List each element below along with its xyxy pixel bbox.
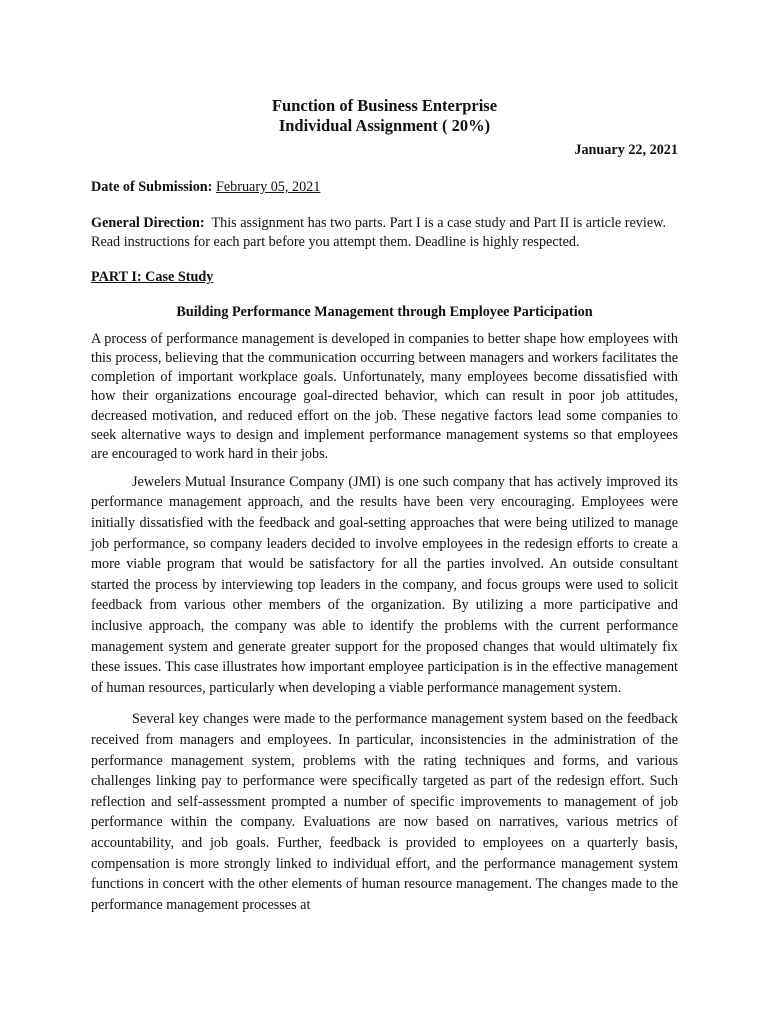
- direction-text: This assignment has two parts. Part I is a case study and Part II is article review. Read instructions for each part before you attempt them. Deadline is highly respected.: [91, 215, 666, 250]
- part-heading: PART I: Case Study: [91, 269, 214, 286]
- case-paragraph-3: Several key changes were made to the performance management system based on the feedback received from managers and employees. In particular, inconsistencies in the administration of the performance management system, problems with the rating techniques and forms, and various challenges linking pay to performance were specifically targeted as part of the redesign effort. Such reflection and self-assessment prompted a number of specific improvements to management of job performance within the company. Evaluations are now based on narratives, various metrics of accountability, and job goals. Further, feedback is provided to employees on a quarterly basis, compensation is more strongly linked to individual effort, and the performance management system functions in concert with the other elements of human resource management. The changes made to the performance management processes at: [91, 711, 678, 913]
- case-paragraph-2: Jewelers Mutual Insurance Company (JMI) is one such company that has actively improved its performance management approach, and the results have been very encouraging. Employees were initially dissatisfied with the feedback and goal-setting approaches that were being utilized to manage job performance, so company leaders decided to involve employees in the redesign efforts to create a more viable program that would be satisfactory for all the parties involved. An outside consultant started the process by interviewing top leaders in the company, and focus groups were used to solicit feedback from various other members of the organization. By utilizing a more participative and inclusive approach, the company was able to identify the problems with the current performance management system and generate greater support for the proposed changes that would ultimately fix these issues. This case illustrates how important employee participation is in the effective management of human resources, particularly when developing a viable performance management system.: [91, 473, 678, 696]
- case-paragraph-1: A process of performance management is developed in companies to better shape how employees with this process, believing that the communication occurring between managers and workers facilitates the completion of important workplace goals. Unfortunately, many employees become dissatisfied with how their organizations encourage goal-directed behavior, which can result in poor job attitudes, decreased motivation, and reduced effort on the job. These negative factors lead some companies to seek alternative ways to design and implement performance management systems so that employees are encouraged to work hard in their jobs.: [91, 331, 678, 462]
- submission-label: Date of Submission:: [91, 179, 213, 195]
- direction-label: General Direction:: [91, 215, 205, 231]
- submission-value: February 05, 2021: [215, 179, 321, 195]
- general-direction: [91, 214, 678, 251]
- case-study-title: Building Performance Management through Employee Participation: [176, 304, 593, 321]
- document-title-line-2: Individual Assignment ( 20%): [278, 116, 491, 135]
- document-title-line-1: Function of Business Enterprise: [271, 96, 498, 115]
- document-date: January 22, 2021: [574, 142, 678, 158]
- submission-date-line: [91, 178, 678, 197]
